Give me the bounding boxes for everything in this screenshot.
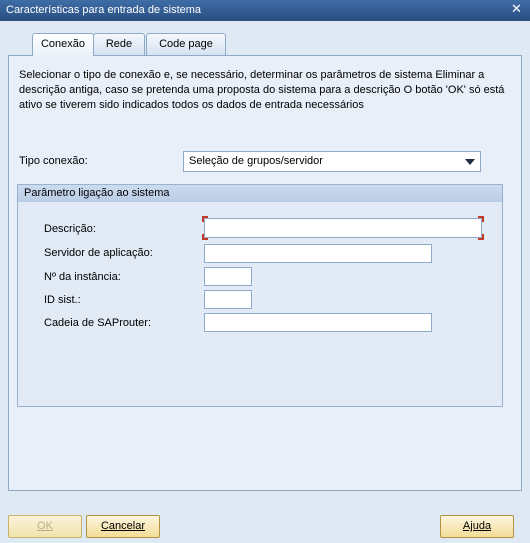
focus-marker — [202, 216, 208, 222]
help-button[interactable]: Ajuda — [440, 515, 514, 538]
tab-label: Rede — [105, 38, 133, 50]
system-id-label: ID sist.: — [44, 294, 81, 306]
tab-label: Code page — [159, 38, 213, 50]
description-input[interactable] — [204, 218, 482, 238]
chevron-down-icon[interactable] — [465, 159, 475, 165]
instance-number-input[interactable] — [204, 267, 252, 286]
system-id-input[interactable] — [204, 290, 252, 309]
tab-code-page[interactable] — [146, 33, 226, 55]
tab-rede[interactable] — [93, 33, 145, 55]
connection-type-value: Seleção de grupos/servidor — [189, 155, 323, 167]
close-icon[interactable]: ✕ — [511, 2, 522, 17]
focus-marker — [202, 234, 208, 240]
window-title: Características para entrada de sistema — [6, 4, 202, 16]
focus-marker — [478, 216, 484, 222]
tab-panel-conexao — [8, 55, 522, 491]
cancel-button[interactable]: Cancelar — [86, 515, 160, 538]
dialog-body — [0, 21, 530, 543]
app-server-input[interactable] — [204, 244, 432, 263]
tab-label: Conexão — [40, 38, 86, 50]
group-title: Parâmetro ligação ao sistema — [18, 185, 502, 202]
app-server-label: Servidor de aplicação: — [44, 247, 153, 259]
ok-button[interactable]: OK — [8, 515, 82, 538]
focus-marker — [478, 234, 484, 240]
description-label: Descrição: — [44, 223, 96, 235]
instance-number-label: Nº da instância: — [44, 271, 121, 283]
connection-type-select[interactable] — [183, 151, 481, 172]
connection-parameters-group — [17, 184, 503, 407]
window-titlebar — [0, 0, 530, 21]
instructions-text: Selecionar o tipo de conexão e, se necessário, determinar os parâmetros de sistema Eliminar a descrição antiga, caso se pretenda uma proposta do sistema para a descrição O botão 'OK' só está ativo se tiverem sido indicados todos os dados de entrada necessários — [19, 69, 505, 111]
saprouter-input[interactable] — [204, 313, 432, 332]
saprouter-label: Cadeia de SAProuter: — [44, 317, 152, 329]
connection-type-label: Tipo conexão: — [19, 155, 88, 167]
tab-conexao[interactable] — [32, 33, 94, 56]
button-bar — [0, 507, 530, 543]
